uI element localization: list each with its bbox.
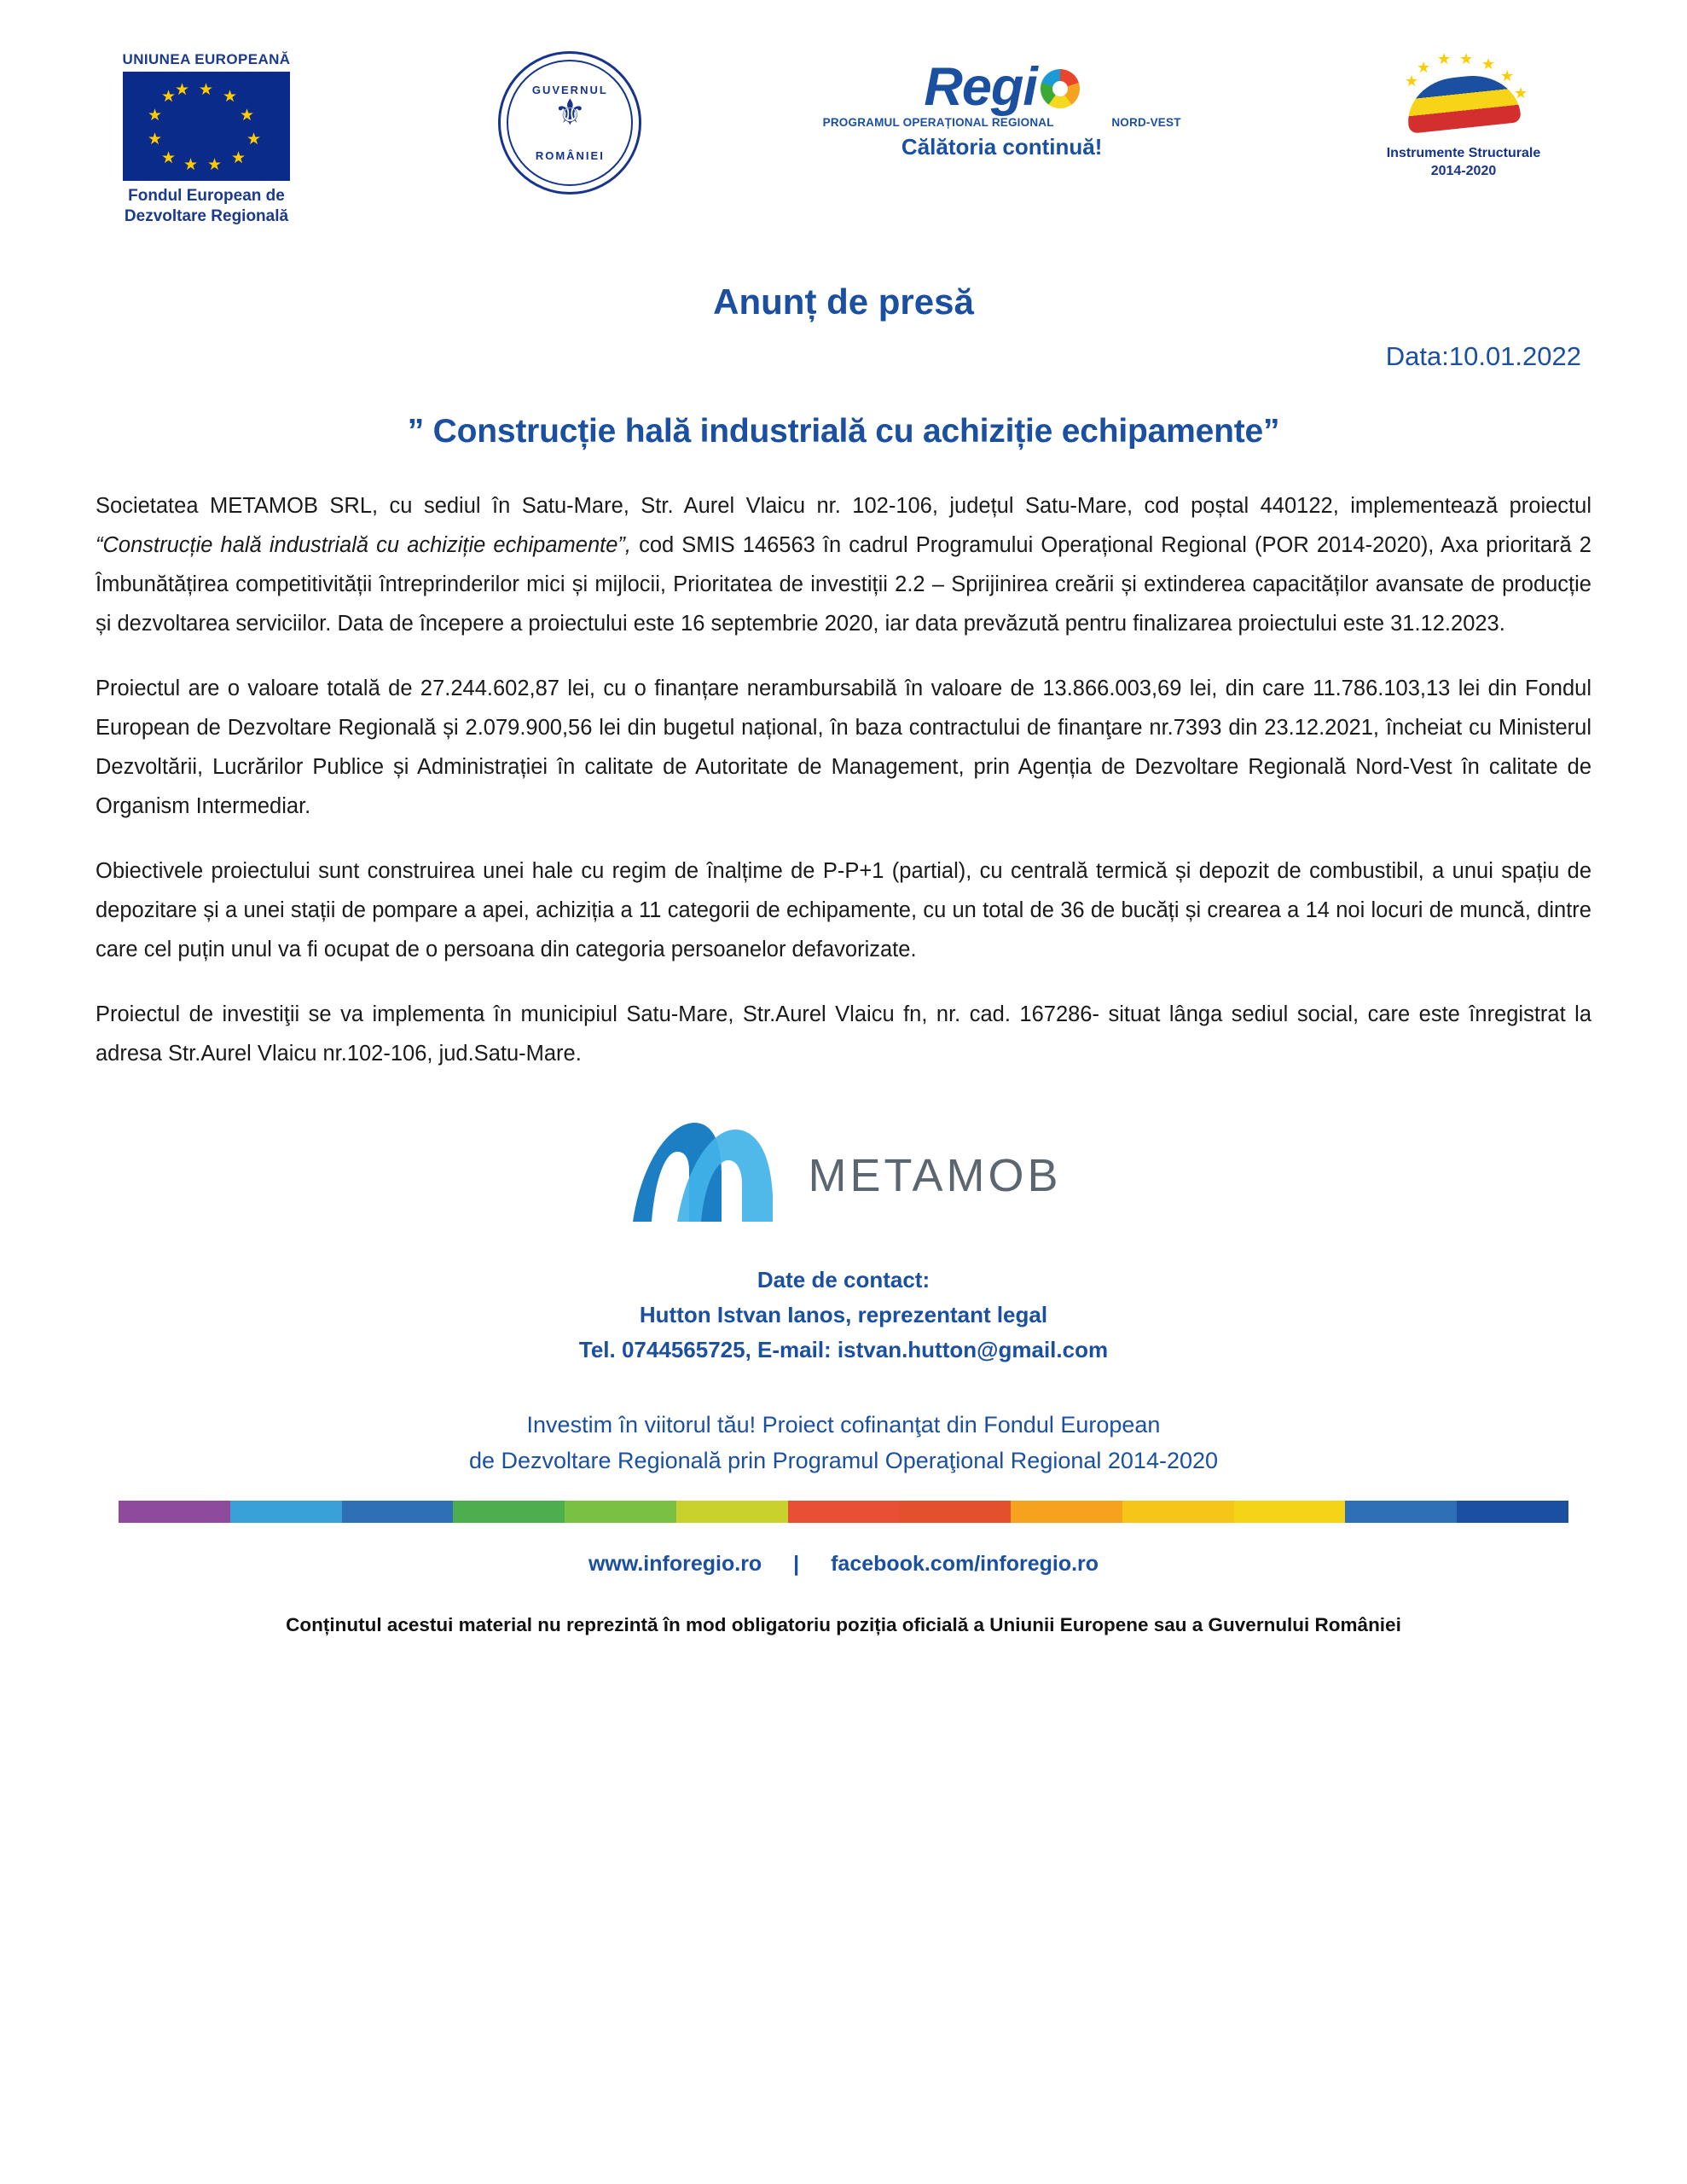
structural-instruments-icon (1374, 51, 1553, 140)
color-bar-segment (1345, 1501, 1457, 1523)
regio-program-line (823, 116, 1181, 129)
regio-color-wheel-icon (1041, 69, 1080, 108)
contact-block (96, 1263, 1591, 1368)
color-bar-segment (119, 1501, 230, 1523)
structural-instruments-logo (1336, 51, 1591, 181)
color-bar (119, 1501, 1568, 1523)
color-bar-segment (1011, 1501, 1122, 1523)
eu-logo-title: UNIUNEA EUROPEANĂ (122, 51, 291, 67)
government-logo (472, 51, 668, 195)
paragraph-segment: “Construcție hală industrială cu achiziție echipamente”, (96, 533, 631, 557)
page-title: Anunț de presă (713, 282, 974, 322)
stars-arc: ★ ★ ★ ★ ★ ★ ★ (1404, 50, 1528, 102)
gov-logo-top-text: GUVERNUL (531, 84, 608, 96)
color-bar-segment (342, 1501, 454, 1523)
document-date: Data:10.01.2022 (1385, 341, 1581, 371)
investment-slogan (96, 1407, 1591, 1478)
regio-program-right: NORD-VEST (1111, 116, 1181, 129)
eu-logo (96, 51, 317, 227)
paragraph-segment: Proiectul de investiţii se va implementa în municipiul Satu-Mare, Str.Aurel Vlaicu fn, nr. cad. 167286- situat lânga sediul social, care este înregistrat la adresa Str.Aurel Vlaicu nr.102-106, jud.Satu-Mare. (96, 1002, 1591, 1066)
body-text (96, 486, 1591, 1073)
color-bar-segment (1122, 1501, 1234, 1523)
paragraph (96, 995, 1591, 1073)
regio-logo-icon (823, 57, 1181, 117)
color-bar-segment (788, 1501, 900, 1523)
paragraph-segment: Proiectul are o valoare totală de 27.244.602,87 lei, cu o finanțare nerambursabilă în valoare de 13.866.003,69 lei, din care 11.786.103,13 lei din Fondul European de Dezvoltare Regională și 2.079.900,56 lei din bugetul național, în baza contractului de finanţare nr.7393 din 23.12.2021, încheiat cu Ministerul Dezvoltării, Lucrărilor Publice și Administrației în calitate de Autoritate de Management, prin Agenția de Dezvoltare Regională Nord-Vest în calitate de Organism Intermediar. (96, 677, 1591, 818)
disclaimer: Conținutul acestui material nu reprezintă în mod obligatoriu poziția oficială a Uniunii Europene sau a Guvernului României (286, 1614, 1401, 1635)
color-bar-segment (676, 1501, 788, 1523)
logo-bar (96, 0, 1591, 225)
investment-slogan-line1: Investim în viitorul tău! Proiect cofinanţat din Fondul European (526, 1412, 1161, 1438)
color-bar-segment (230, 1501, 342, 1523)
contact-person: Hutton Istvan Ianos, reprezentant legal (639, 1302, 1048, 1327)
color-bar-segment (453, 1501, 565, 1523)
website-link[interactable]: www.inforegio.ro (588, 1552, 762, 1576)
regio-wordmark: Regi (924, 57, 1037, 117)
regio-logo (823, 51, 1181, 160)
structural-caption-line2: 2014-2020 (1430, 163, 1497, 178)
structural-caption-line1: Instrumente Structurale (1386, 146, 1541, 160)
paragraph (96, 486, 1591, 643)
paragraph-segment: cod SMIS 146563 în cadrul Programului Operațional Regional (POR 2014-2020), Axa prioritară 2 Îmbunătățirea competitivității întreprinderilor mici și mijlocii, Prioritatea de investiții 2.2 – Sprijinirea creării și extinderea capacităților avansate de producție și dezvoltarea serviciilor. Data de începere a proiectului este 16 septembrie 2020, iar data prevăzută pentru finalizarea proiectului este 31.12.2023. (96, 533, 1591, 636)
facebook-link[interactable]: facebook.com/inforegio.ro (831, 1552, 1099, 1576)
romania-government-seal-icon (498, 51, 641, 195)
color-bar-segment (1234, 1501, 1346, 1523)
color-bar-segment (1457, 1501, 1568, 1523)
link-separator: | (793, 1552, 800, 1576)
color-bar-segment (899, 1501, 1011, 1523)
investment-slogan-line2: de Dezvoltare Regională prin Programul Operaţional Regional 2014-2020 (468, 1448, 1219, 1473)
eu-logo-subtitle-line1: Fondul European de (128, 187, 285, 205)
project-title: ” Construcție hală industrială cu achiziție echipamente” (407, 413, 1280, 450)
color-bar-segment (565, 1501, 676, 1523)
gov-logo-bottom-text: ROMÂNIEI (535, 149, 605, 162)
eu-logo-subtitle-line2: Dezvoltare Regională (124, 206, 289, 225)
contact-heading: Date de contact: (757, 1267, 930, 1292)
regio-slogan: Călătoria continuă! (901, 134, 1103, 160)
regio-program-left: PROGRAMUL OPERAȚIONAL REGIONAL (822, 116, 1054, 129)
company-name: METAMOB (808, 1150, 1062, 1201)
paragraph (96, 669, 1591, 826)
paragraph-segment: Societatea METAMOB SRL, cu sediul în Satu-Mare, Str. Aurel Vlaicu nr. 102-106, județul Satu-Mare, cod poștal 440122, implementează proiectul (96, 494, 1591, 518)
structural-instruments-caption (1336, 145, 1591, 181)
metamob-wave-logo-icon (626, 1118, 780, 1234)
paragraph-segment: Obiectivele proiectului sunt construirea unei hale cu regim de înalțime de P-P+1 (partial), cu centrală termică și depozit de combustibil, a unui spațiu de depozitare și a unei stații de pompare a apei, achiziția a 11 categorii de echipamente, cu un total de 36 de bucăți și crearea a 14 noi locuri de muncă, dintre care cel puțin unul va fi ocupat de o persoana din categoria persoanelor defavorizate. (96, 859, 1591, 961)
eagle-icon: ⚜ (554, 92, 587, 132)
eu-logo-subtitle (96, 186, 317, 227)
eu-flag-icon: ★ ★ ★ ★ ★ ★ ★ ★ ★ ★ ★ ★ (123, 72, 290, 181)
paragraph (96, 851, 1591, 969)
contact-phone-email: Tel. 0744565725, E-mail: istvan.hutton@gmail.com (578, 1337, 1109, 1362)
footer-links (96, 1552, 1591, 1577)
company-logo (96, 1118, 1591, 1234)
